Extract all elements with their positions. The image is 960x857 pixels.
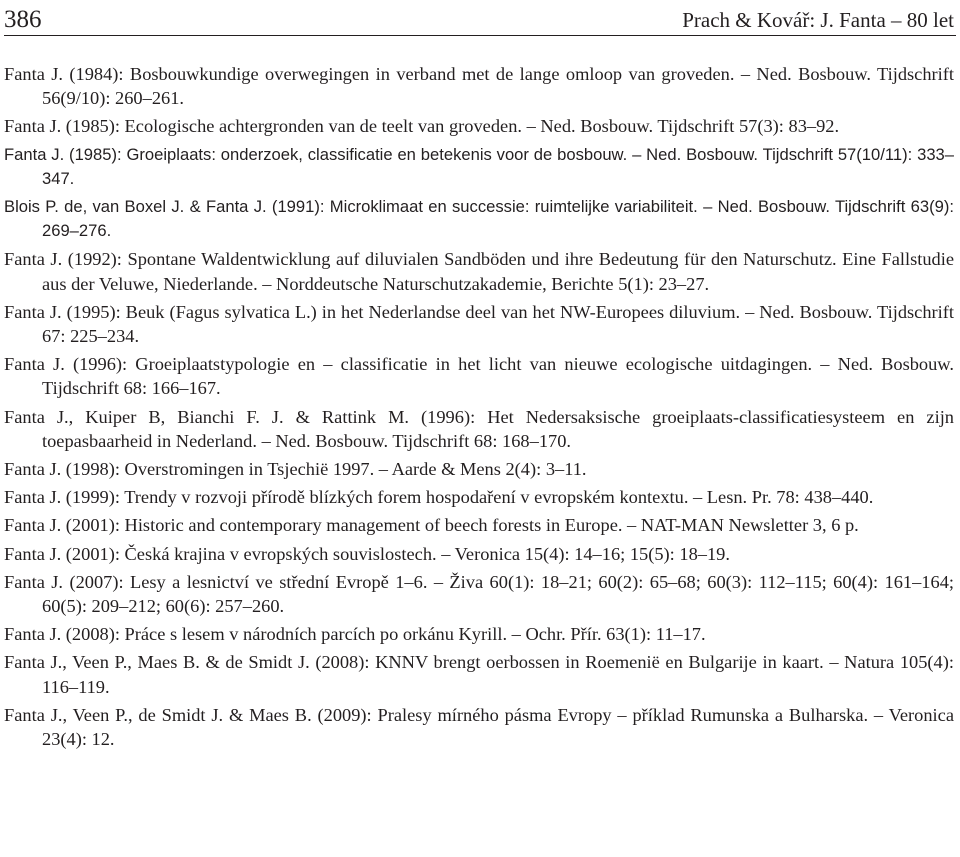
reference-item: Fanta J., Veen P., Maes B. & de Smidt J. (2008): KNNV brengt oerbossen in Roemenië en Bulgarije in kaart. – Natura 105(4): 116–119. [4,652,954,697]
reference-item: Fanta J. (1992): Spontane Waldentwicklung auf diluvialen Sandböden und ihre Bedeutung für den Naturschutz. Eine Fallstudie aus der Veluwe, Niederlande. – Norddeutsche Naturschutzakademie, Berichte 5(1): 23–27. [4,249,954,294]
reference-item: Fanta J. (1985): Groeiplaats: onderzoek, classificatie en betekenis voor de bosbouw. – Ned. Bosbouw. Tijdschrift 57(10/11): 333–347. [4,144,954,188]
reference-item: Fanta J. (1995): Beuk (Fagus sylvatica L.) in het Nederlandse deel van het NW-Europees diluvium. – Ned. Bosbouw. Tijdschrift 67: 225–234. [4,301,954,347]
reference-list [4,62,954,755]
reference-item: Fanta J. (1998): Overstromingen in Tsjechië 1997. – Aarde & Mens 2(4): 3–11. [4,459,587,480]
reference-item: Fanta J., Kuiper B, Bianchi F. J. & Rattink M. (1996): Het Nedersaksische groeiplaats-classificatiesysteem en zijn toepasbaarheid in Nederland. – Ned. Bosbouw. Tijdschrift 68: 168–170. [4,406,954,451]
reference-item: Fanta J. (2001): Česká krajina v evropských souvislostech. – Veronica 15(4): 14–16; 15(5): 18–19. [4,543,730,564]
running-head [4,0,956,34]
running-title: Prach & Kovář: J. Fanta – 80 let [682,8,954,32]
reference-item: Fanta J. (2001): Historic and contemporary management of beech forests in Europe. – NAT-MAN Newsletter 3, 6 p. [4,515,859,536]
reference-item: Fanta J. (1985): Ecologische achtergronden van de teelt van groveden. – Ned. Bosbouw. Tijdschrift 57(3): 83–92. [4,116,840,137]
reference-item: Fanta J. (1996): Groeiplaatstypologie en – classificatie in het licht van nieuwe ecologische uitdagingen. – Ned. Bosbouw. Tijdschrift 68: 166–167. [4,354,954,399]
reference-item: Fanta J. (1999): Trendy v rozvoji přírodě blízkých forem hospodaření v evropském kontextu. – Lesn. Pr. 78: 438–440. [4,487,874,508]
reference-item: Fanta J. (2008): Práce s lesem v národních parcích po orkánu Kyrill. – Ochr. Přír. 63(1): 11–17. [4,624,706,645]
page-number: 386 [4,6,42,33]
reference-item: Fanta J. (2007): Lesy a lesnictví ve střední Evropě 1–6. – Živa 60(1): 18–21; 60(2): 65–68; 60(3): 112–115; 60(4): 161–164; 60(5): 209–212; 60(6): 257–260. [4,571,954,617]
reference-item: Blois P. de, van Boxel J. & Fanta J. (1991): Microklimaat en successie: ruimtelijke variabiliteit. – Ned. Bosbouw. Tijdschrift 63(9): 269–276. [4,197,954,241]
reference-item: Fanta J. (1984): Bosbouwkundige overwegingen in verband met de lange omloop van groveden. – Ned. Bosbouw. Tijdschrift 56(9/10): 260–261. [4,64,954,109]
reference-item: Fanta J., Veen P., de Smidt J. & Maes B. (2009): Pralesy mírného pásma Evropy – příklad Rumunska a Bulharska. – Veronica 23(4): 12. [4,704,954,750]
header-rule [4,35,956,36]
